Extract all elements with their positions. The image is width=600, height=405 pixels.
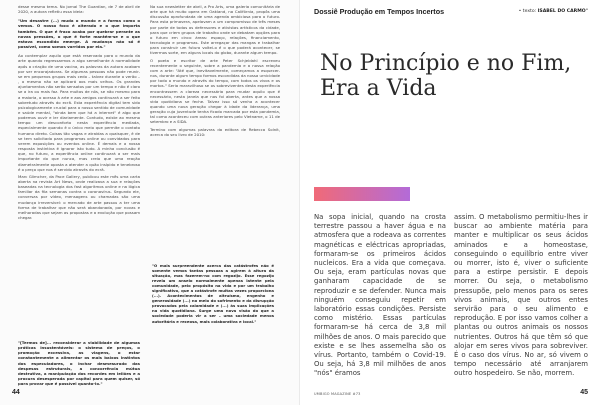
byline-prefix: • texto: [518, 8, 537, 14]
quote-paragraph: "Um desastre (...) muda o mundo e a forma como o vemos. O nosso foco é alterado e o que importa também. O que é fraco acaba por quebrar perante as novas pressões, o que é forte mantém-se e o que estava escondido emerge. A mudança não só é possível, como somos varridos por ela." [18, 18, 140, 50]
magazine-footer: UMBIGO MAGAZINE #73 [314, 392, 361, 396]
block-quote: "[Termos de]... reconsiderar a viabilidade de algumas práticas insustentáveis: o sistema de preços, o promoção excessiva, as viagens, o estar constantemente a alimentar os mais baixos instintos dos especuladores, o inchar desmesurado das despesas estruturais, a concorrência mútua destrutiva, a manipulação dos recordes em leilões e a procura desesperada por capital para quem quiser, só para provar que é possível quanto-lo." [18, 340, 140, 387]
byline [519, 9, 588, 14]
body-paragraph: O poeta e escritor de arte Peter Schjeldahl escreveu recentemente o seguinte, sobre a pandemia e a nossa relação com a arte: "Até que, inevitavelmente, começamos a esquecer-nos, durante algum tempo formos escondidas da nossa urnicidade por todo o mundo e através do tempo, com todos os vivos e os mortos." Seria maravilhoso se os sobreviventes desta experiência encontrassem a clareza necessária para mudar aquilo que é necessário, nesta janela que nos foi aberta, antes que a nossa vida quotidiana se feche. Talvez isso só venha a acontecer quando uma nova geração chegar à idade da liderança, uma geração cuja juventude tenha ficado marcada por esta pandemia, tal como aconteceu com outras anteriores pelo Vietname, o 11 de setembro e a SIDA. [150, 57, 280, 125]
body-paragraph: Termino com algumas palavras da editora de Rebecca Solnit, acerca do seu livro de 2010: [150, 126, 280, 137]
article-body-column-1: Na sopa inicial, quando na crosta terrestre passou a haver água e na atmosfera que a rodeava as correntes magnéticas e eléctricas apropriadas, formaram-se os primeiros ácidos nucleicos. Era a vida que começava. Ou seja, eram partículas novas que ganharam capacidade de se reproduzir e se defender. Nunca mais ninguém conseguiu repetir em laboratório essas condições. Persiste como mistério. Essas partículas formaram-se há cerca de 3,8 mil milhões de anos. O mais parecido que existe e se lhes assemelha são os vírus. Portanto, também o Covid-19. Ou seja, há 3,8 mil milhões de anos "nós" éramos [314, 213, 446, 378]
body-paragraph: Marc Glimcher, da Pace Gallery, publicou este mês uma carta aberta na revista Art News, onde realizava a sua e relações baseadas na tecnologia dos fast algoritmos online e na lógica familiar da fila semanas contra o coronavírus. Segundo ele, conversas por vídeo, mensagens ou chamadas são uma mudança irreversível: o mercado de arte passou a ter uma forma de trabalhar que não será abandonada, por novas e melhoradas que sejam as propostas e a evolução que possam chegar. [18, 173, 140, 221]
byline-author: ISABEL DO CARMO° [537, 8, 588, 14]
page-number-right: 45 [580, 389, 588, 396]
body-paragraph: Na sua newsletter de abril, a Pro Arts, uma galeria comunitária de arte que há muito opera em Oakland, na Califórnia, propôs uma discussão aprofundada de uma agenda ambiciosa para o futuro. Para esta primavera, apelavam a um compromisso de três meses por parte de todos os defensores e ativistas artísticos da cidade, para que criem grupos de trabalho onde se debatam opções para o futuro em cinco áreas: espaço, relações, financiamento, tecnologia e programas. Este arregaçar das mangas e trabalhar para construir um futuro voltei-o é o que poderá acontecer, se tivermos sorte, em alguns locais do globo, durante algum tempo. [150, 4, 280, 56]
left-column-2 [150, 4, 280, 139]
right-page [300, 0, 600, 405]
left-column-1 [18, 4, 140, 222]
page-number-left: 44 [12, 389, 20, 396]
article-title: No Princípio e no Fim, Era a Vida [320, 50, 572, 101]
gradient-bar [314, 187, 410, 201]
body-paragraph: desse mesmo tema. No jornal The Guardian, de 7 de abril de 2020, a autora refletiu essa ideia: [18, 4, 140, 15]
section-title: Dossiê Produção em Tempos Incertos [314, 7, 445, 16]
body-paragraph: Ao contemplar aquilo que está reservado para o mundo da arte quando regressarmos a algo semelhante à normalidade após a criação de uma vacina, as palavras da autora acabam por ser encorajadoras. Se algumas pessoas não pode reunir-se em pequenos grupos mais cedo – talvez durante o verão – , o mesmo não se aplicará aos mais velhos. Os grandes ajuntamentos não serão sensatos por um tempo e não é claro se a ira ou mais faz. Para muitos de nós, se não mesmo para a maioria, o acesso à arte e aos amigos continuará a ser feito sobretudo através do ecrã. Esta experiência digital tem sido psicologicamente crucial para o nosso sentido de comunidade e saúde mental, "ainda bem que há a internet" é algo que podemos ouvir e ler diariamente. Contudo, existe ao mesmo tempo um desconforto nesta experiência mediada, especialmente quando é o único meio que permite o contato humano direto. Coisas tão vagas e atraídas a quaisquer, é de se tem solicitado para programas online ou convidados para verem exposições ou eventos online. É demais e a nossa resposta instintiva é ignorar isto tudo. A minha conclusão é que, no futuro, a experiência online continuará a ser mais importante do que nunca, mas creio que uma reação diametralmente oposta a atender a quão insípido e tenebroso é o preço que nos é servido através do ecrã. [18, 53, 140, 172]
pull-quote: "O mais surpreendente acerca das catástrofes não é somente vemos tantas pessoas a agirem à altura da situação, mas fazerem-no com regozijo. Esse regozijo revela um anseio normalmente apenas latente pela comunidade, pelo propósito na vida e por um trabalho significativo, que a catástrofe muitas vezes proporciona (...). Acontecimentos de altruísmo, engenho e generosidade (...) no meio do sofrimento e da disrupção provocados pela calamidade e (...) às suas implicações na vida quotidiana. Surge uma nova visão do que a sociedade poderia vir a ser – uma sociedade menos autoritária e receosa, mais colaborativa e local." [152, 263, 274, 324]
article-body-column-2: assim. O metabolismo permitiu-lhes ir buscar ao ambiente matéria para manter e multiplicar os seus ácidos aminados e a homeostase, conseguindo o equilíbrio entre viver ou morrer, isto é, viver o suficiente para a estirpe persistir. E depois morrer. Ou seja, o metabolismo pressupõe, pelo menos para os seres vivos animais, que outros entes servirão para o seu alimento e reprodução. E por isso vamos colher a plantas ou outros animais os nossos nutrientes. Outros há que têm só que alojar em seres vivos para sobreviver. É o caso dos vírus. No ar, só vivem o tempo necessário até arranjarem outro hospedeiro. Se não, morrem. [454, 213, 588, 378]
